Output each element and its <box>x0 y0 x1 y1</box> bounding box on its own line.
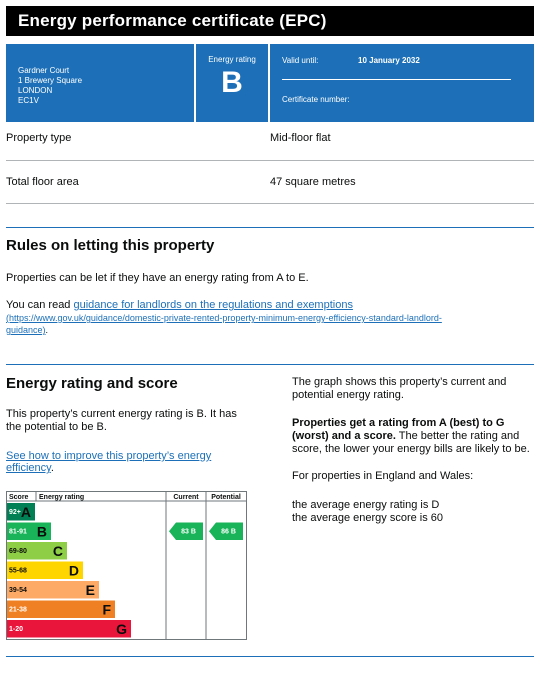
improve-efficiency-link-end: efficiency. <box>6 462 54 474</box>
rating-band-score: 39-54 <box>9 587 27 594</box>
certificate-title-bar <box>6 6 534 36</box>
rating-scale-text: Properties get a rating from A (best) to G <box>292 417 505 429</box>
rating-band-letter: A <box>20 504 31 520</box>
rating-band-letter: D <box>68 562 79 579</box>
graph-description: The graph shows this property’s current and <box>292 376 507 388</box>
section-divider <box>6 227 534 228</box>
improve-efficiency-link[interactable]: efficiency <box>6 462 51 474</box>
page-title: Energy performance certificate (EPC) <box>18 11 327 30</box>
average-rating-text: the average energy rating is D <box>292 499 440 511</box>
rating-band-letter: F <box>102 601 111 618</box>
score-heading: Energy rating and score <box>6 375 178 392</box>
address-line: EC1V <box>18 96 39 105</box>
valid-until-label: Valid until: <box>282 56 319 65</box>
rating-band-score: 1-20 <box>9 626 24 633</box>
property-type-value: Mid-floor flat <box>270 132 331 144</box>
divider <box>6 160 534 161</box>
current-rating-label: 83 B <box>181 528 196 536</box>
guidance-link[interactable]: guidance for landlords on the regulations and exemptions <box>73 299 353 311</box>
letting-heading: Rules on letting this property <box>6 237 215 254</box>
chart-header-current: Current <box>173 494 199 501</box>
address-panel <box>6 44 194 122</box>
guidance-url-end: guidance). <box>6 325 49 335</box>
graph-description: potential energy rating. <box>292 389 404 401</box>
guidance-url[interactable]: (https://www.gov.uk/guidance/domestic-private-rented-property-minimum-energy-efficiency-standard-landlord- <box>6 313 442 323</box>
certificate-number-label: Certificate number: <box>282 95 350 104</box>
address-line: Gardner Court <box>18 66 70 75</box>
rating-band-letter: E <box>85 582 95 598</box>
rating-band-letter: B <box>36 523 47 540</box>
property-type-label: Property type <box>6 132 72 144</box>
guidance-prefix: You can read <box>6 299 74 311</box>
valid-until-date: 10 January 2032 <box>358 56 420 65</box>
chart-header-potential: Potential <box>211 494 241 501</box>
guidance-paragraph <box>6 299 353 311</box>
energy-rating-label: Energy rating <box>208 55 256 64</box>
floor-area-value: 47 square metres <box>270 176 356 188</box>
rating-band-letter: C <box>52 543 63 559</box>
divider <box>6 203 534 204</box>
rating-scale-text: (worst) and a score. The better the rating and <box>292 430 520 442</box>
rating-band-score: 81-91 <box>9 528 27 536</box>
rating-band-score: 69-80 <box>9 548 27 555</box>
address-line: 1 Brewery Square <box>18 76 83 85</box>
guidance-url[interactable]: guidance) <box>6 325 46 335</box>
section-divider <box>6 656 534 657</box>
potential-rating-label: 86 B <box>221 528 236 536</box>
current-rating-text: the potential to be B. <box>6 421 107 433</box>
england-wales-text: For properties in England and Wales: <box>292 470 474 482</box>
chart-header-score: Score <box>9 494 29 501</box>
energy-rating-letter: B <box>221 66 243 99</box>
rating-scale-text: score, the lower your energy bills are likely to be. <box>292 443 530 455</box>
address-line: LONDON <box>18 86 53 95</box>
rating-band-letter: G <box>116 621 127 637</box>
floor-area-label: Total floor area <box>6 176 79 188</box>
rating-band-bar-g <box>7 620 131 638</box>
validity-panel <box>270 44 534 122</box>
energy-rating-panel <box>196 44 268 122</box>
rating-band-score: 92+ <box>9 509 21 516</box>
rating-band-score: 55-68 <box>9 567 27 575</box>
divider <box>282 79 511 80</box>
section-divider <box>6 364 534 365</box>
rating-band-score: 21-38 <box>9 606 27 614</box>
epc-rating-chart <box>6 491 248 641</box>
average-score-text: the average energy score is 60 <box>292 512 444 524</box>
chart-header-rating: Energy rating <box>39 494 85 501</box>
letting-rule-text: Properties can be let if they have an energy rating from A to E. <box>6 272 309 284</box>
current-rating-text: This property’s current energy rating is B. It has <box>6 408 237 420</box>
improve-efficiency-link[interactable]: See how to improve this property’s energy <box>6 450 212 462</box>
